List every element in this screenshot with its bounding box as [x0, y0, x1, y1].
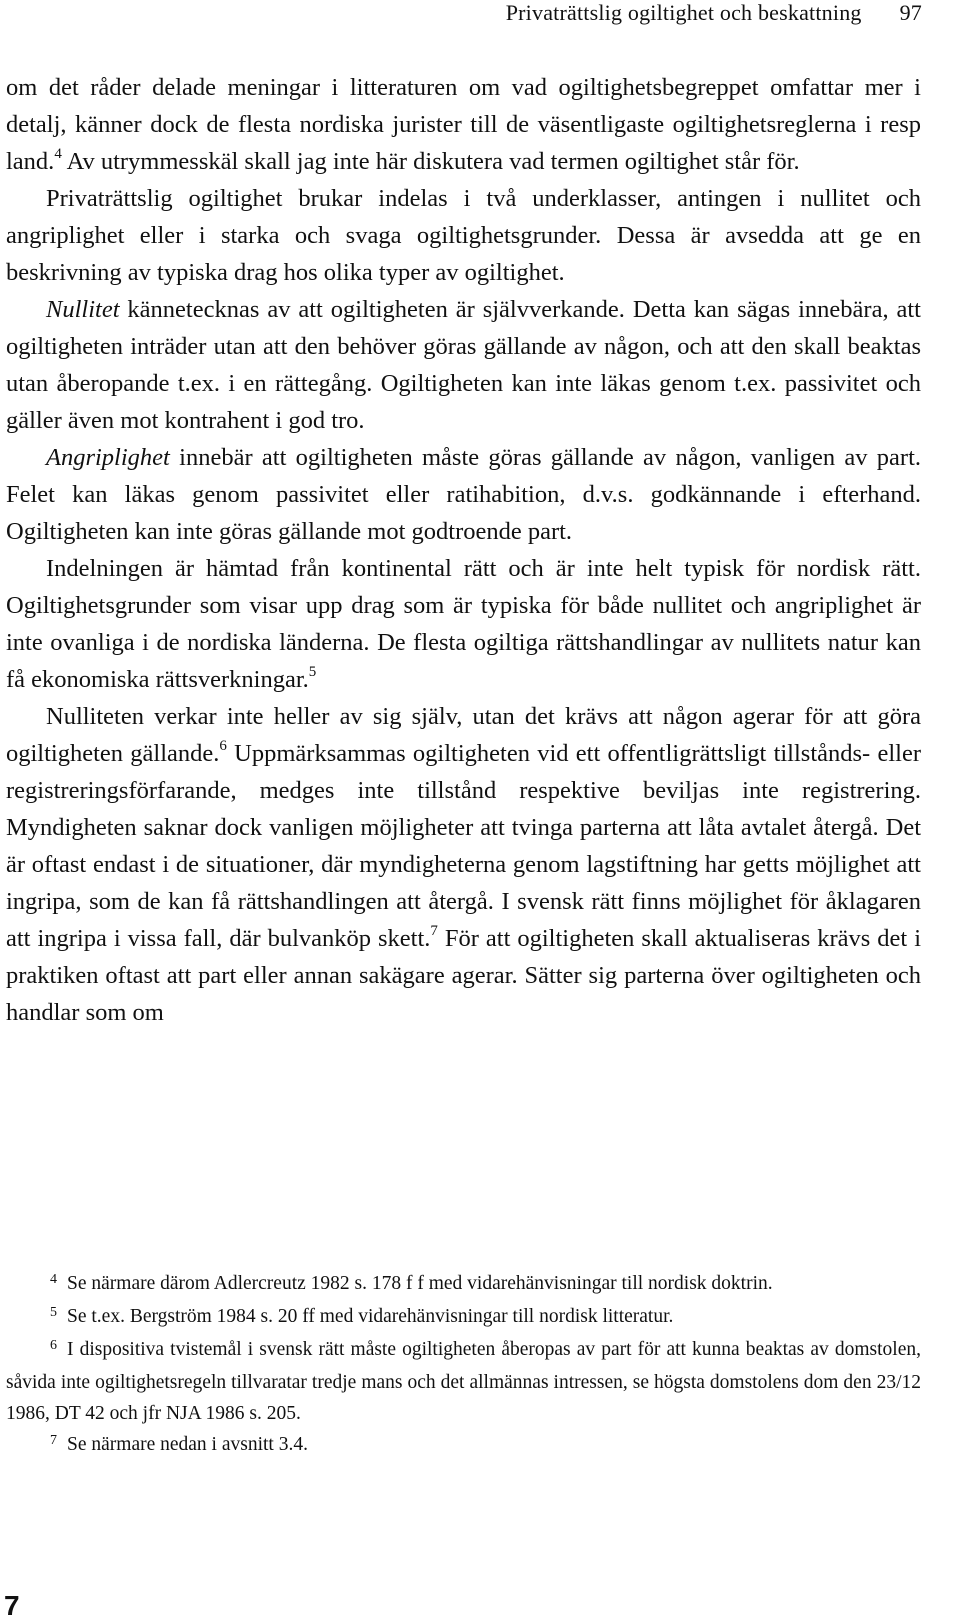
footnote-text: I dispositiva tvistemål i svensk rätt måste ogiltigheten åberopas av part för att kunna beaktas av domstolen, såvida inte ogiltighetsregeln tillvaratar tredje mans och det allmännas intressen, se högsta domstolens dom den 23/12 1986, DT 42 och jfr NJA 1986 s. 205. [6, 1339, 921, 1424]
body-text [6, 69, 921, 1031]
running-header [0, 0, 922, 26]
footnote-ref-7[interactable]: 7 [430, 922, 438, 939]
footnote-text: Se närmare nedan i avsnitt 3.4. [67, 1434, 308, 1455]
paragraph-5 [6, 550, 921, 698]
paragraph-5-text: Indelningen är hämtad från kontinental rätt och är inte helt typisk för nordisk rätt. Ogiltighetsgrunder som visar upp drag som är typiska för både nullitet och angriplighet är inte ovanliga i de nordiska länderna. De flesta ogiltiga rättshandlingar av nullitets natur kan få ekonomiska rättsverkningar. [6, 555, 921, 693]
footnote-ref-6[interactable]: 6 [219, 737, 227, 754]
paragraph-6-text-c: För att ogiltigheten skall aktualiseras krävs det i praktiken oftast att part eller annan sakägare agerar. Sätter sig parterna över ogiltigheten och handlar som om [6, 925, 922, 1026]
paragraph-1-text-a: om det råder delade meningar i litteraturen om vad ogiltighetsbegreppet omfattar mer i detalj, känner dock de flesta nordiska jurister till de väsentligaste ogiltighetsreglerna i resp land. [6, 74, 921, 175]
footnote [6, 1334, 921, 1429]
paragraph-4 [6, 439, 921, 550]
folio-number: 7 [4, 1590, 20, 1621]
footnote-mark: 5 [50, 1305, 57, 1320]
paragraph-1-text-b: Av utrymmesskäl skall jag inte här diskutera vad termen ogiltighet står för. [61, 148, 800, 175]
page-number: 97 [899, 0, 922, 25]
footnote [6, 1268, 921, 1301]
footnote [6, 1301, 921, 1334]
footnote-mark: 6 [50, 1338, 57, 1353]
footnote [6, 1429, 921, 1462]
footnote-mark: 4 [50, 1272, 57, 1287]
footnote-ref-5[interactable]: 5 [308, 663, 317, 680]
paragraph-6-text-a: Nulliteten verkar inte heller av sig själv, utan det krävs att någon agerar för att göra ogiltigheten gällande. [6, 703, 921, 767]
term-nullitet: Nullitet [46, 296, 120, 323]
paragraph-2: Privaträttslig ogiltighet brukar indelas i två underklasser, antingen i nullitet och angriplighet eller i starka och svaga ogiltighetsgrunder. Dessa är avsedda att ge en beskrivning av typiska drag hos olika typer av ogiltighet. [6, 185, 921, 286]
paragraph-1 [6, 69, 921, 180]
footnote-ref-4[interactable]: 4 [54, 145, 62, 162]
footnote-text: Se t.ex. Bergström 1984 s. 20 ff med vidarehänvisningar till nordisk litteratur. [67, 1306, 674, 1327]
footnote-text: Se närmare därom Adlercreutz 1982 s. 178 f f med vidarehänvisningar till nordisk doktrin. [67, 1273, 773, 1294]
paragraph-6 [6, 698, 921, 1031]
paragraph-4-text: innebär att ogiltigheten måste göras gällande av någon, vanligen av part. Felet kan läkas genom passivitet eller ratihabition, d.v.s. godkännande i efterhand. Ogiltigheten kan inte göras gällande mot godtroende part. [6, 444, 921, 545]
footnote-mark: 7 [50, 1433, 57, 1448]
paragraph-6-text-b: Uppmärksammas ogiltigheten vid ett offentligrättsligt tillstånds- eller registreringsförfarande, medges inte tillstånd respektive beviljas inte registrering. Myndigheten saknar dock vanligen möjligheter att tvinga parterna att låta avtalet återgå. Det är oftast endast i de situationer, där myndigheterna genom lagstiftning har getts möjlighet att ingripa, som de kan få rättshandlingen att återgå. I svensk rätt finns möjlighet för åklagaren att ingripa i vissa fall, där bulvanköp skett. [6, 740, 921, 952]
paragraph-3-text: kännetecknas av att ogiltigheten är självverkande. Detta kan sägas innebära, att ogiltigheten inträder utan att den behöver göras gällande av någon, och att den skall beaktas utan åberopande t.ex. i en rättegång. Ogiltigheten kan inte läkas genom t.ex. passivitet och gäller även mot kontrahent i god tro. [6, 296, 921, 434]
paragraph-3 [6, 291, 921, 439]
footnotes [6, 1268, 921, 1462]
term-angriplighet: Angriplighet [46, 444, 170, 471]
running-title: Privaträttslig ogiltighet och beskattning [505, 0, 862, 25]
